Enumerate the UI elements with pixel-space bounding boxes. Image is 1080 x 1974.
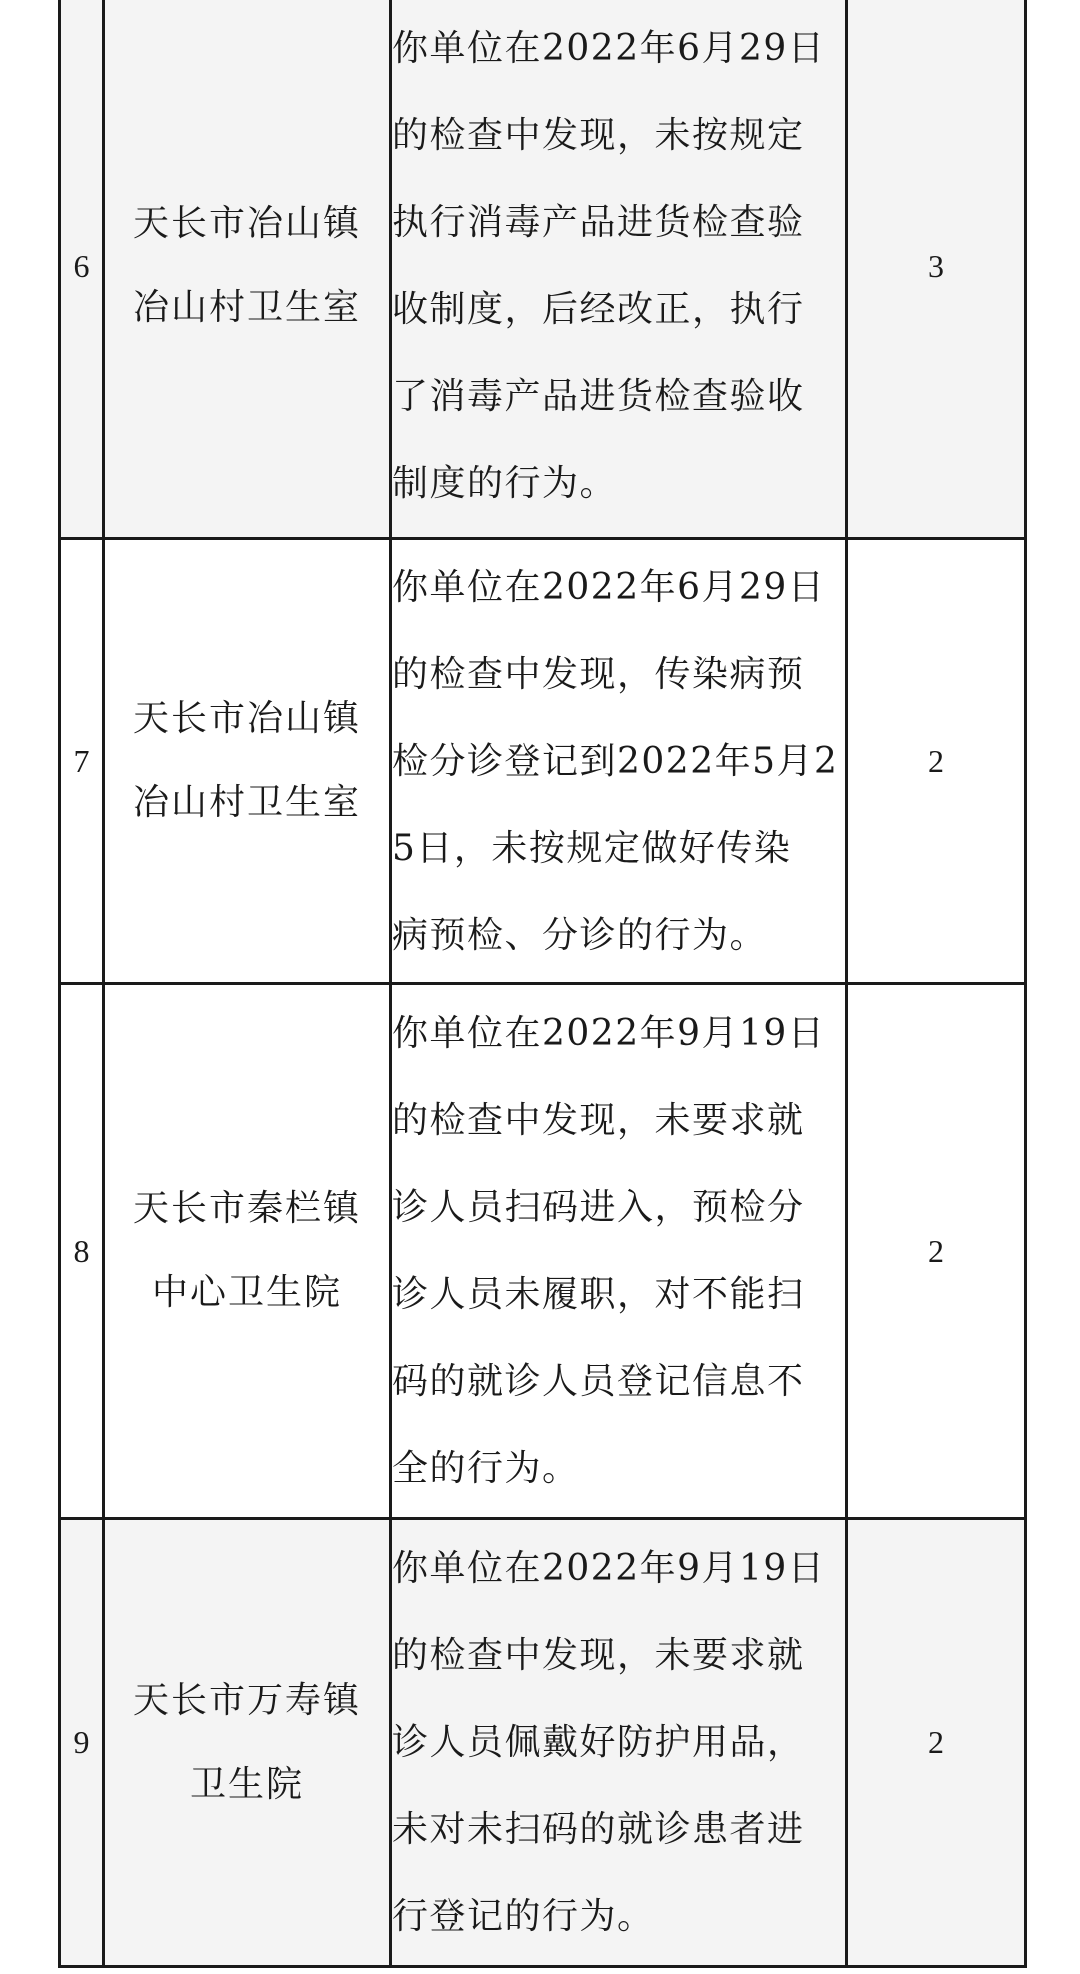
description-line: 码的就诊人员登记信息不 xyxy=(392,1361,805,1402)
description-line: 你单位在2022年9月19日 xyxy=(392,1013,826,1054)
unit-name-line: 中心卫生院 xyxy=(151,1272,342,1313)
description-line: 制度的行为。 xyxy=(392,463,618,504)
description-line: 的检查中发现，未按规定 xyxy=(392,115,805,156)
unit-name-line: 天长市冶山镇 xyxy=(132,698,361,739)
unit-name-line: 天长市秦栏镇 xyxy=(132,1188,361,1229)
unit-name-cell xyxy=(104,1519,391,1967)
row-number: 7 xyxy=(60,539,104,984)
score-cell: 2 xyxy=(847,1519,1026,1967)
table-row xyxy=(60,984,1026,1519)
table-row xyxy=(60,1519,1026,1967)
description-line: 执行消毒产品进货检查验 xyxy=(392,202,805,243)
unit-name-line: 卫生院 xyxy=(189,1763,304,1805)
unit-name-cell xyxy=(104,0,391,539)
unit-name-line: 天长市万寿镇 xyxy=(132,1679,361,1721)
table-row xyxy=(60,0,1026,539)
description-line: 你单位在2022年9月19日 xyxy=(392,1548,826,1589)
row-number: 9 xyxy=(60,1519,104,1967)
score-cell: 2 xyxy=(847,539,1026,984)
description-line: 的检查中发现，未要求就 xyxy=(392,1100,805,1141)
description-line: 你单位在2022年6月29日 xyxy=(392,28,826,69)
description-line: 5日，未按规定做好传染 xyxy=(392,827,792,869)
violation-description-cell xyxy=(391,984,847,1519)
description-line: 收制度，后经改正，执行 xyxy=(392,289,805,330)
unit-name-cell xyxy=(104,539,391,984)
table-row xyxy=(60,539,1026,984)
description-line: 未对未扫码的就诊患者进 xyxy=(392,1809,805,1850)
description-line: 病预检、分诊的行为。 xyxy=(392,914,768,956)
description-line: 诊人员扫码进入，预检分 xyxy=(392,1187,805,1228)
penalty-table xyxy=(58,0,1027,1968)
description-line: 诊人员未履职，对不能扫 xyxy=(392,1274,805,1315)
score-cell: 2 xyxy=(847,984,1026,1519)
unit-name-cell xyxy=(104,984,391,1519)
score-cell: 3 xyxy=(847,0,1026,539)
unit-name-line: 冶山村卫生室 xyxy=(132,287,361,328)
unit-name-line: 天长市冶山镇 xyxy=(132,203,361,244)
description-line: 诊人员佩戴好防护用品， xyxy=(392,1722,805,1763)
violation-description-cell xyxy=(391,1519,847,1967)
violation-description-cell xyxy=(391,0,847,539)
description-line: 全的行为。 xyxy=(392,1448,580,1489)
row-number: 8 xyxy=(60,984,104,1519)
row-number: 6 xyxy=(60,0,104,539)
unit-name-line: 冶山村卫生室 xyxy=(132,782,361,823)
violation-description-cell xyxy=(391,539,847,984)
description-line: 了消毒产品进货检查验收 xyxy=(392,376,805,417)
description-line: 的检查中发现，未要求就 xyxy=(392,1635,805,1676)
description-line: 你单位在2022年6月29日 xyxy=(392,566,826,608)
description-line: 行登记的行为。 xyxy=(392,1896,655,1937)
description-line: 检分诊登记到2022年5月2 xyxy=(392,740,839,782)
description-line: 的检查中发现，传染病预 xyxy=(392,653,805,695)
